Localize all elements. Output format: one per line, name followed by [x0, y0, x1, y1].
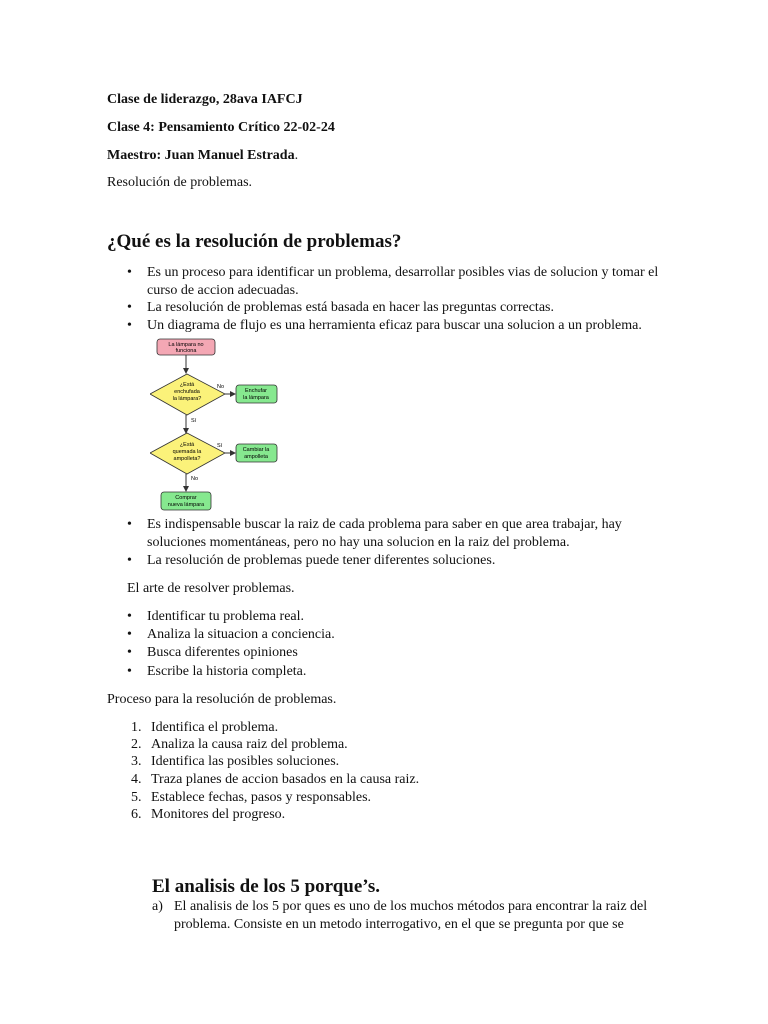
- flow-action-change-bulb-line2: ampolleta: [244, 454, 268, 460]
- flow-decision-1-line1: ¿Está: [179, 382, 195, 388]
- flow-label-no: No: [217, 384, 225, 390]
- class-title: Clase de liderazgo, 28ava IAFCJ: [107, 92, 303, 107]
- section-intro-process: Proceso para la resolución de problemas.: [107, 692, 337, 707]
- flow-decision-1-line2: enchufada: [174, 389, 200, 395]
- flow-action-plug-in-line1: Enchufar: [244, 388, 268, 394]
- bullet-icon: •: [127, 609, 132, 624]
- bullet-icon: •: [127, 318, 132, 333]
- bullet-icon: •: [127, 265, 132, 280]
- bullet-icon: •: [127, 553, 132, 568]
- section-title-what-is: ¿Qué es la resolución de problemas?: [107, 231, 402, 252]
- bullet-icon: •: [127, 645, 132, 660]
- class-subtitle: Clase 4: Pensamiento Crítico 22-02-24: [107, 120, 335, 135]
- flow-action-change-bulb-line1: Cambiar la: [242, 447, 270, 453]
- bullet-icon: •: [127, 664, 132, 679]
- bullet-icon: •: [127, 517, 132, 532]
- flow-decision-2-line1: ¿Está: [179, 442, 195, 448]
- flow-decision-2-line3: ampolleta?: [173, 456, 201, 462]
- flow-node-start-line1: La lámpara no: [168, 342, 204, 348]
- bullet-icon: •: [127, 300, 132, 315]
- bullet-icon: •: [127, 627, 132, 642]
- section-intro-art: El arte de resolver problemas.: [127, 581, 295, 596]
- flow-action-buy-lamp-line1: Comprar: [175, 495, 197, 501]
- document-page: Clase de liderazgo, 28ava IAFCJ Clase 4: Pensamiento Crítico 22-02-24 Maestro: Juan Manuel Estrada. Resolución de problemas. ¿Qué es la resolución de problemas? • Es un proceso para identificar un problema, desarrollar posibles vias de solucion y tomar el curso de accion adecuadas. • La resolución de problemas está basada en hacer las preguntas correctas. • Un diagrama de flujo es una herramienta eficaz para buscar una solucion a un problema. La lámpara no funciona ¿Está enchufada la lámpara? No Sí Enchufar la lámpara ¿Está quemada la ampolleta? Sí No Cambiar la ampolleta Comprar nueva lámpara • Es indispensable buscar la raiz de cada problema para saber en que area trabajar, hay soluciones momentáneas, pero no hay una solucion en la raiz del problema. • La resolución de problemas puede tener diferentes soluciones. El arte de resolver problemas. • Identificar tu problema real. • Analiza la situacion a conciencia. • Busca diferentes opiniones • Escribe la historia completa. Proceso para la resolución de problemas. 1. Identifica el problema. 2. Analiza la causa raiz del problema. 3. Identifica las posibles soluciones. 4. Traza planes de accion basados en la causa raiz. 5. Establece fechas, pasos y responsables. 6. Monitores del progreso. El analisis de los 5 porque’s. a) El analisis de los 5 por ques es uno de los muchos métodos para encontrar la raiz del problema. Consiste en un metodo interrogativo, en el que se pregunta por que se: [107, 92, 659, 932]
- flow-node-start-line2: funciona: [175, 348, 197, 354]
- flow-label-yes-2: Sí: [217, 443, 223, 449]
- flow-decision-1-line3: la lámpara?: [172, 396, 202, 402]
- flow-decision-2-line2: quemada la: [172, 449, 202, 455]
- flow-label-yes: Sí: [191, 418, 197, 424]
- topic-line: Resolución de problemas.: [107, 175, 253, 190]
- flow-label-no-2: No: [191, 476, 199, 482]
- flow-action-plug-in-line2: la lámpara: [243, 395, 269, 401]
- teacher-label: Maestro: Juan Manuel Estrada: [107, 148, 295, 163]
- teacher-period: .: [294, 148, 299, 163]
- flowchart-diagram: [150, 336, 290, 514]
- flow-action-buy-lamp-line2: nueva lámpara: [167, 502, 205, 508]
- teacher-line: [107, 148, 298, 164]
- section-title-five-whys: El analisis de los 5 porque’s.: [152, 876, 381, 897]
